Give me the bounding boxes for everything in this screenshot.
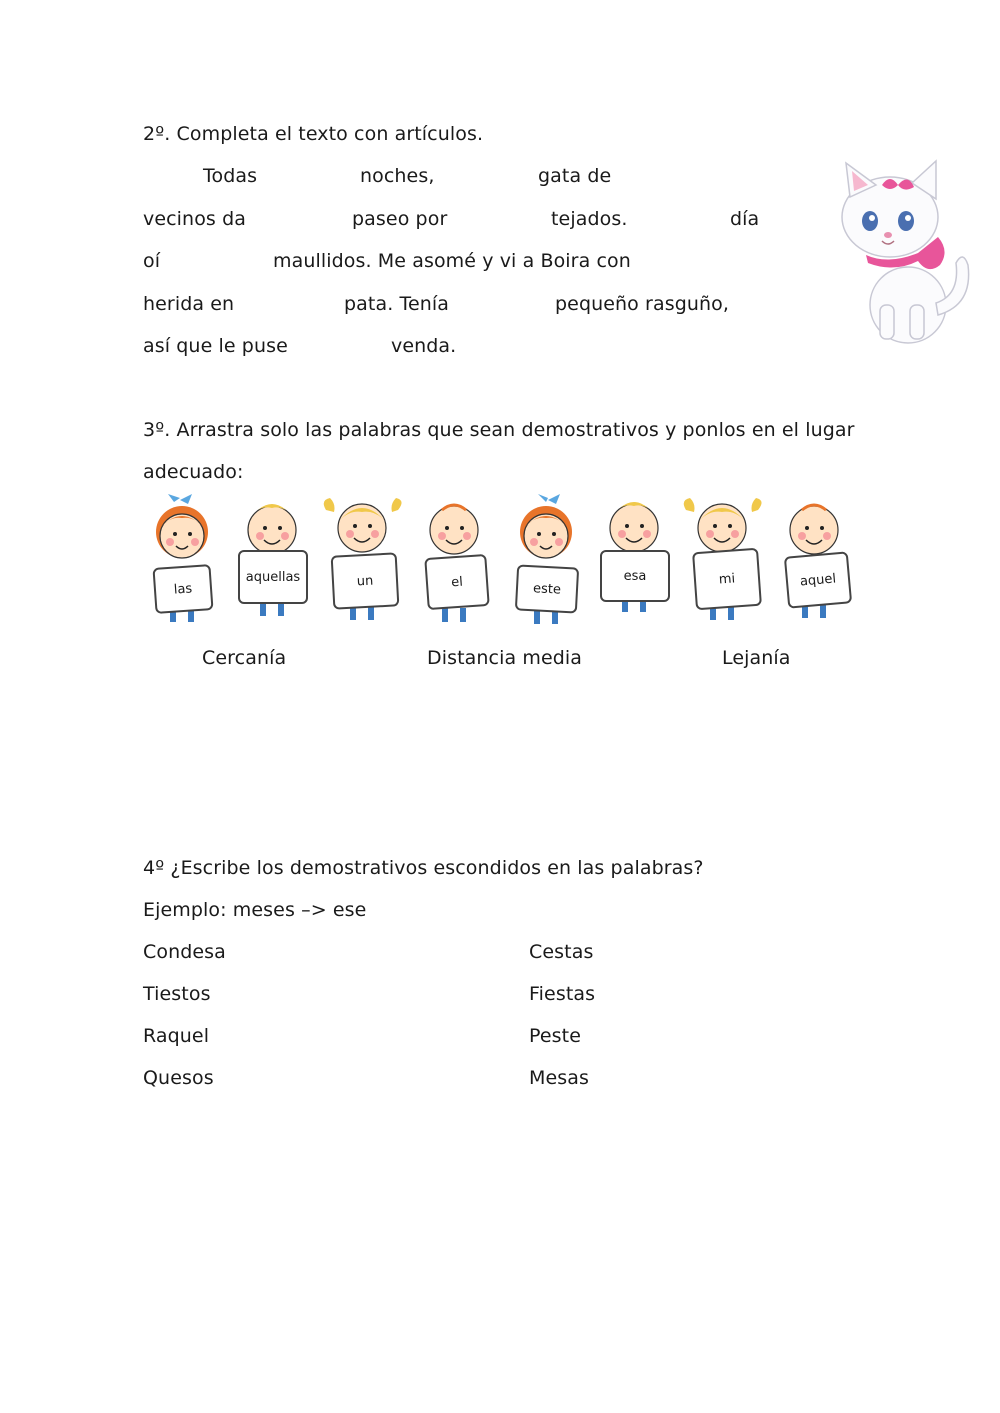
article-blank[interactable] <box>452 207 547 229</box>
text-segment: Todas <box>203 165 258 187</box>
article-blank[interactable] <box>635 207 725 229</box>
text-segment: pequeño rasguño, <box>555 293 730 315</box>
article-blank[interactable] <box>265 164 355 186</box>
text-segment: maullidos. Me asomé y vi a Boira con <box>273 250 631 272</box>
text-segment: vecinos da <box>143 208 246 230</box>
text-segment: herida en <box>143 293 235 315</box>
text-segment: pata. Tenía <box>344 293 450 315</box>
hidden-word: Quesos <box>143 1067 214 1089</box>
answer-input[interactable] <box>250 1066 450 1088</box>
text-segment: día <box>730 208 760 230</box>
article-blank[interactable] <box>170 249 265 271</box>
text-segment: gata de <box>538 165 612 187</box>
word-card[interactable] <box>230 490 316 630</box>
hidden-word: Raquel <box>143 1025 210 1047</box>
category-distancia-media: Distancia media <box>427 647 583 669</box>
word-card[interactable] <box>412 490 498 630</box>
category-cercania: Cercanía <box>202 647 287 669</box>
card-label: esa <box>600 550 670 602</box>
hidden-word: Cestas <box>529 941 594 963</box>
article-blank[interactable] <box>455 292 550 314</box>
answer-input[interactable] <box>620 940 820 962</box>
answer-input[interactable] <box>620 982 820 1004</box>
article-blank[interactable] <box>285 334 385 356</box>
article-blank[interactable] <box>248 207 343 229</box>
article-blank[interactable] <box>620 249 740 271</box>
category-lejania: Lejanía <box>722 647 791 669</box>
article-blank[interactable] <box>440 164 530 186</box>
hidden-word: Tiestos <box>143 983 211 1005</box>
exercise2-heading: 2º. Completa el texto con artículos. <box>143 123 484 145</box>
drop-zone-lejania[interactable] <box>660 690 860 810</box>
word-card[interactable] <box>320 490 406 630</box>
text-segment: noches, <box>360 165 435 187</box>
exercise3-heading: 3º. Arrastra solo las palabras que sean demostrativos y ponlos en el lugar <box>143 419 855 441</box>
hidden-word: Peste <box>529 1025 582 1047</box>
text-segment: oí <box>143 250 161 272</box>
text-segment: así que le puse <box>143 335 288 357</box>
article-blank[interactable] <box>238 292 338 314</box>
text-segment: paseo por <box>352 208 448 230</box>
hidden-word: Condesa <box>143 941 226 963</box>
card-label: mi <box>692 548 762 610</box>
hidden-word: Mesas <box>529 1067 590 1089</box>
article-blank[interactable] <box>105 164 195 186</box>
drop-zone-distancia-media[interactable] <box>395 690 605 810</box>
article-blank[interactable] <box>620 164 740 186</box>
answer-input[interactable] <box>250 940 450 962</box>
word-card[interactable] <box>680 490 766 630</box>
exercise3-heading-cont: adecuado: <box>143 461 244 483</box>
answer-input[interactable] <box>250 1024 450 1046</box>
word-card[interactable] <box>592 490 678 630</box>
card-label: aquellas <box>238 550 308 604</box>
card-label: este <box>515 564 579 613</box>
exercise4-example: Ejemplo: meses –> ese <box>143 899 367 921</box>
card-label: aquel <box>784 551 852 608</box>
exercise4-heading: 4º ¿Escribe los demostrativos escondidos en las palabras? <box>143 857 704 879</box>
answer-input[interactable] <box>620 1066 820 1088</box>
answer-input[interactable] <box>620 1024 820 1046</box>
drop-zone-cercania[interactable] <box>150 690 350 810</box>
card-label: el <box>424 554 489 610</box>
word-card[interactable] <box>140 490 226 630</box>
card-label: las <box>152 564 213 614</box>
word-card[interactable] <box>502 490 588 630</box>
card-label: un <box>331 552 400 609</box>
kids-card-row <box>140 490 860 630</box>
text-segment: tejados. <box>551 208 628 230</box>
cat-illustration <box>828 155 978 345</box>
answer-input[interactable] <box>250 982 450 1004</box>
hidden-word: Fiestas <box>529 983 596 1005</box>
word-card[interactable] <box>772 490 858 630</box>
text-segment: venda. <box>391 335 457 357</box>
